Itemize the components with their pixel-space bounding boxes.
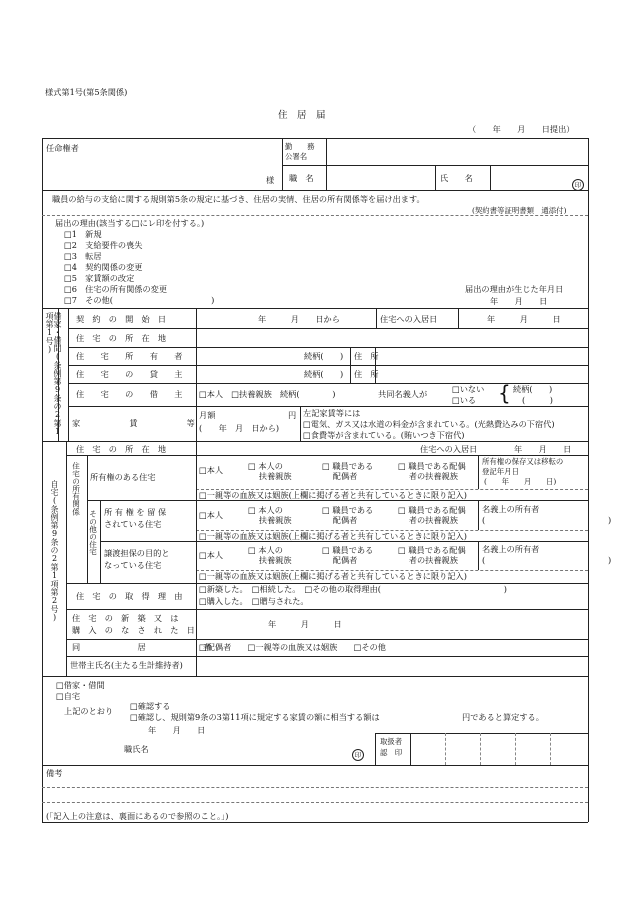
retained-self[interactable]: □本人 <box>199 510 224 520</box>
shokumei-label: 職 名 <box>289 173 314 183</box>
retained-kin-option[interactable]: □一親等の血族又は姻族(上欄に掲げる者と共有しているときに限り記入) <box>199 531 467 541</box>
kinmu-label: 勤 務 公署名 <box>285 142 315 161</box>
reason-item-4[interactable]: □4 契約関係の変更 <box>64 262 143 272</box>
rental-side-label: 借家・借間(条例第9条の2第1項第1号) <box>45 312 62 436</box>
owned-spouse-dependent[interactable]: □ 職員である配偶 者の扶養親族 <box>398 461 466 482</box>
household-head-label: 世帯主氏名(主たる生計維持者) <box>70 660 183 670</box>
house-owner-label: 住 宅 所 有 者 <box>76 351 183 361</box>
brace-icon: { <box>498 381 511 405</box>
reason-item-5[interactable]: □5 家賃額の改定 <box>64 273 135 283</box>
retained-nominal-paren[interactable]: ( ) <box>482 515 612 525</box>
seal-icon: 印 <box>572 172 584 191</box>
lender-relation[interactable]: 続柄( ) <box>304 369 344 379</box>
other-house-label: その他の住宅 <box>88 510 98 556</box>
owned-dependent[interactable]: □ 本人の 扶養親族 <box>248 461 292 482</box>
lender-address-label: 住 所 <box>354 369 379 379</box>
cohabitant-options[interactable]: □配偶者 □一親等の血族又は姻族 □その他 <box>199 642 386 652</box>
rent-monthly-label: 月額 <box>199 410 216 420</box>
borrower-options[interactable]: □本人 □扶養親族 続柄( ) <box>199 389 336 399</box>
reason-item-6[interactable]: □6 住宅の所有関係の変更 <box>64 284 168 294</box>
acquire-options-1[interactable]: □新築した。 □相続した。 □その他の取得理由( ) <box>199 584 507 594</box>
transfer-self[interactable]: □本人 <box>199 550 224 560</box>
own-location-label: 住 宅 の 所 在 地 <box>76 444 167 454</box>
official-name-label: 職氏名 <box>124 744 149 754</box>
transfer-spouse[interactable]: □ 職員である 配偶者 <box>322 545 374 566</box>
own-side-label: 自宅(条例第9条の2第1項第2号) <box>50 480 59 622</box>
co-holder-exists[interactable]: □いる <box>452 395 477 405</box>
contract-start-value[interactable]: 年 月 日から <box>258 314 340 324</box>
own-move-in-value[interactable]: 年 月 日 <box>514 444 572 454</box>
house-lender-label: 住 宅 の 貸 主 <box>76 369 183 379</box>
rent-label: 家 賃 等 <box>72 418 195 428</box>
confirm-option-1[interactable]: □確認する <box>130 701 171 711</box>
retained-spouse[interactable]: □ 職員である 配偶者 <box>322 505 374 526</box>
confirm-date[interactable]: 年 月 日 <box>148 725 206 735</box>
rent-from-date[interactable]: ( 年 月 日から) <box>199 423 280 433</box>
co-holder-none[interactable]: □いない <box>452 384 485 394</box>
official-seal-icon: 印 <box>352 742 364 761</box>
reason-item-2[interactable]: □2 支給要件の喪失 <box>64 240 143 250</box>
owner-address-label: 住 所 <box>354 351 379 361</box>
reason-date-label: 届出の理由が生じた年月日 <box>465 284 564 294</box>
retained-house-label: 所 有 権 を 留 保 されている住宅 <box>104 507 167 529</box>
shimei-label: 氏 名 <box>440 173 473 183</box>
new-build-date[interactable]: 年 月 日 <box>268 619 342 629</box>
form-number: 様式第1号(第5条関係) <box>45 87 128 97</box>
confirm-own-check[interactable]: □自宅 <box>56 691 81 701</box>
transfer-kin-option[interactable]: □一親等の血族又は姻族(上欄に掲げる者と共有しているときに限り記入) <box>199 571 467 581</box>
confirm-suffix: 円であると算定する。 <box>462 712 544 722</box>
rental-move-in-value[interactable]: 年 月 日 <box>487 314 561 324</box>
transfer-house-label: 譲渡担保の目的と なっている住宅 <box>104 548 170 570</box>
remarks-label: 備考 <box>46 768 63 778</box>
co-holder-relation[interactable]: 続柄( ) <box>513 384 553 394</box>
rental-location-label: 住 宅 の 所 在 地 <box>76 333 167 343</box>
rent-yen-label: 円 <box>288 410 297 420</box>
handler-label: 取扱者 認 印 <box>380 737 403 757</box>
declaration-text: 職員の給与の支給に関する規則第5条の規定に基づき、住居の実情、住居の所有関係等を届け出ます。 <box>52 194 425 204</box>
confirm-rental-check[interactable]: □借家・借間 <box>56 680 105 690</box>
retained-nominal-owner: 名義上の所有者 <box>482 504 540 514</box>
cohabitant-label: 同 居 者 <box>72 642 212 652</box>
sama-label: 様 <box>266 175 275 185</box>
retained-spouse-dependent[interactable]: □ 職員である配偶 者の扶養親族 <box>398 505 466 526</box>
transfer-nominal-owner: 名義上の所有者 <box>482 544 540 554</box>
retained-dependent[interactable]: □ 本人の 扶養親族 <box>248 505 292 526</box>
confirm-option-2[interactable]: □確認し、規則第9条の3第11項に規定する家賃の額に相当する額は <box>130 712 380 722</box>
owned-house-label: 所有権のある住宅 <box>90 472 156 482</box>
registry-label: 所有権の保存又は移転の 登記年月日 <box>482 457 564 476</box>
attach-note: (契約書等証明書類 通添付) <box>472 206 567 215</box>
appointer-label: 任命権者 <box>46 143 79 153</box>
rent-food-option[interactable]: □食費等が含まれている。(賄いつき下宿代) <box>303 430 465 440</box>
reason-title: 届出の理由(該当する□にレ印を付する。) <box>55 218 205 228</box>
footer-note: (「記入上の注意は、裏面にあるので参照のこと。」) <box>46 811 229 821</box>
transfer-nominal-paren[interactable]: ( ) <box>482 555 612 565</box>
submission-date: （ 年 月 日提出） <box>468 124 575 134</box>
rental-move-in-label: 住宅への入居日 <box>380 314 438 324</box>
owned-kin-option[interactable]: □一親等の血族又は姻族(上欄に掲げる者と共有しているときに限り記入) <box>199 490 467 500</box>
house-borrower-label: 住 宅 の 借 主 <box>76 389 183 399</box>
acquire-reason-label: 住 宅 の 取 得 理 由 <box>76 591 183 601</box>
reason-item-7[interactable]: □7 その他( ) <box>64 295 215 305</box>
new-build-label: 住 宅 の 新 築 又 は 購 入 の な さ れ た 日 <box>72 613 195 635</box>
transfer-spouse-dependent[interactable]: □ 職員である配偶 者の扶養親族 <box>398 545 466 566</box>
transfer-dependent[interactable]: □ 本人の 扶養親族 <box>248 545 292 566</box>
registry-date[interactable]: ( 年 月 日) <box>484 477 557 486</box>
confirm-above-label: 上記のとおり <box>64 706 114 716</box>
reason-date-value[interactable]: 年 月 日 <box>490 296 548 306</box>
acquire-options-2[interactable]: □購入した。 □贈与された。 <box>199 596 309 606</box>
kankei-label: 住宅の所有関係 <box>71 462 81 516</box>
page-title: 住 居 届 <box>278 110 326 121</box>
own-move-in-label: 住宅への入居日 <box>420 444 478 454</box>
owned-spouse[interactable]: □ 職員である 配偶者 <box>322 461 374 482</box>
owner-relation[interactable]: 続柄( ) <box>304 351 344 361</box>
rent-includes-label: 左記家賃等には <box>303 408 361 418</box>
contract-start-label: 契 約 の 開 始 日 <box>76 314 167 324</box>
co-holder-paren[interactable]: ( ) <box>522 395 553 405</box>
reason-item-3[interactable]: □3 転居 <box>64 251 102 261</box>
reason-item-1[interactable]: □1 新規 <box>64 229 102 239</box>
owned-self[interactable]: □本人 <box>199 465 224 475</box>
co-holder-label: 共同名義人が <box>378 389 428 399</box>
rent-utilities-option[interactable]: □電気、ガス又は水道の料金が含まれている。(光熱費込みの下宿代) <box>303 419 555 429</box>
